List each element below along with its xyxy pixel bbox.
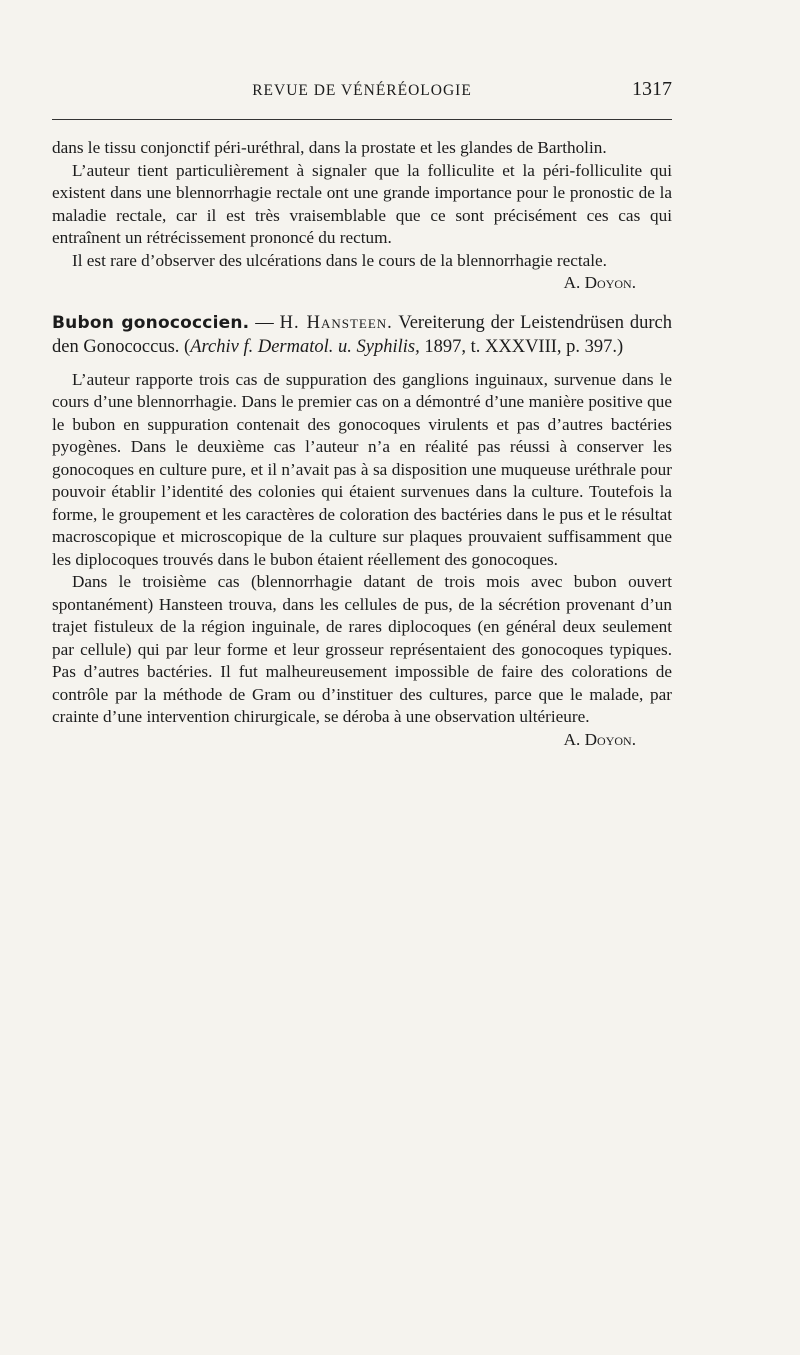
paragraph: L’auteur rapporte trois cas de suppuration des ganglions inguinaux, survenue dans le cours d’une blennorrhagie. Dans le premier cas on a démontré d’une manière positive que le bubon en suppuration contenait des gonocoques virulents et pas d’autres bactéries pyogènes. Dans le deuxième cas l’auteur n’a en réalité pas réussi à conserver les gonocoques en culture pure, et il n’avait pas à sa disposition une muqueuse uréthrale pour pouvoir établir l’identité des colonies qui étaient survenues dans la culture. Toutefois la forme, le groupement et les caractères de coloration des bactéries dans le pus et le résultat macroscopique et microscopique de la culture sur plaques prouvaient suffisamment que les diplocoques trouvés dans le bubon étaient réellement des gonocoques.	[52, 369, 672, 569]
paragraph-with-signature	[52, 250, 672, 273]
article-german-title: Vereiterung der Leistendrüsen durch den Gonococcus. (	[52, 312, 673, 357]
paragraph-continued: dans le tissu conjonctif péri-uréthral, dans la prostate et les glandes de Bartholin.	[52, 138, 607, 157]
article-heading	[52, 311, 672, 359]
header-rule	[52, 119, 672, 120]
author-signature: A. Doyon.	[563, 729, 636, 749]
journal-name: Archiv f. Dermatol. u. Syphilis,	[190, 336, 420, 357]
paragraph: Dans le troisième cas (blennorrhagie datant de trois mois avec bubon ouvert spontanément) Hansteen trouva, dans les cellules de pus, de la sécrétion provenant d’un trajet fistuleux de la région inguinale, de rares diplocoques (en général deux seulement par cellule) qui par leur forme et leur grosseur représentaient des gonocoques typiques. Pas d’autres bactéries. Il fut malheureusement impossible de faire des colorations de contrôle par la méthode de Gram ou d’instituer des cultures, parce que le malade, par crainte d’une intervention chirurgicale, se déroba à une observation ultérieure.	[52, 572, 672, 726]
page-number: 1317	[632, 78, 672, 100]
signature-line	[52, 729, 672, 752]
author-signature: A. Doyon.	[563, 273, 636, 292]
running-title: REVUE DE VÉNÉRÉOLOGIE	[252, 82, 472, 99]
signature-line	[52, 272, 672, 295]
citation: 1897, t. XXXVIII, p. 397.)	[419, 336, 624, 357]
paragraph-text: Il est rare d’observer des ulcérations dans le cours de la blennorrhagie rectale.	[72, 250, 607, 270]
title-dash: —	[249, 312, 280, 333]
article-author: H. Hansteen.	[279, 312, 393, 333]
article-title: Bubon gonococcien.	[52, 312, 250, 333]
paragraph: L’auteur tient particulièrement à signaler que la folliculite et la péri-folliculite qui existent dans une blennorrhagie rectale ont une grande importance pour le pronostic de la maladie rectale, car il est très vraisemblable que ce sont précisément ces cas qui entraînent un rétrécissement prononcé du rectum.	[52, 160, 672, 247]
continued-article	[52, 137, 672, 751]
page-header	[52, 78, 672, 106]
